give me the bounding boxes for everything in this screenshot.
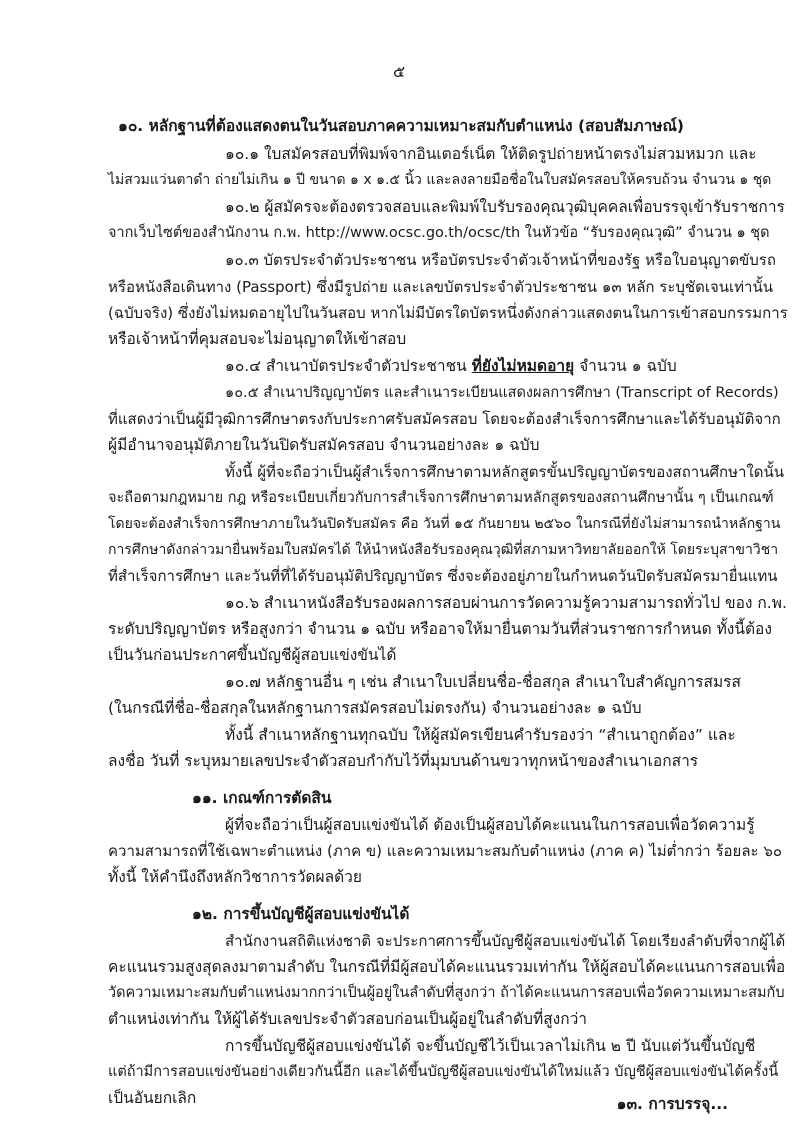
section-10-3-line-4: หรือเจ้าหน้าที่คุมสอบจะไม่อนุญาตให้เข้าสอบ: [108, 330, 407, 348]
section-10-4: [225, 356, 677, 376]
section-10-4-count: จำนวน ๑ ฉบับ: [574, 357, 677, 375]
section-10-2-line-1: ๑๐.๒ ผู้สมัครจะต้องตรวจสอบและพิมพ์ใบรับรองคุณวุฒิบุคคลเพื่อบรรจุเข้ารับราชการ: [225, 198, 785, 216]
section-10-1-line-1: ๑๐.๑ ใบสมัครสอบที่พิมพ์จากอินเตอร์เน็ต ให้ติดรูปถ่ายหน้าตรงไม่สวมหมวก และ: [225, 145, 757, 163]
section-12-para2-line-3: เป็นอันยกเลิก: [108, 1089, 197, 1107]
section-10-note-line-3: โดยจะต้องสำเร็จการศึกษาภายในวันปิดรับสมัคร คือ วันที่ ๑๕ กันยายน ๒๕๖๐ ในกรณีที่ยังไม่สามารถนำหลักฐาน: [108, 516, 781, 532]
section-10-3-line-3: (ฉบับจริง) ซึ่งยังไม่หมดอายุไปในวันสอบ หากไม่มีบัตรใดบัตรหนึ่งดังกล่าวแสดงตนในการเข้าสอบกรรมการ: [108, 304, 788, 322]
section-10-note-line-5: ที่สำเร็จการศึกษา และวันที่ที่ได้รับอนุมัติปริญญาบัตร ซึ่งจะต้องอยู่ภายในกำหนดวันปิดรับสมัครมายื่นแทน: [108, 567, 778, 585]
section-11-line-1: ผู้ที่จะถือว่าเป็นผู้สอบแข่งขันได้ ต้องเป็นผู้สอบได้คะแนนในการสอบเพื่อวัดความรู้: [225, 816, 755, 834]
next-section-marker: ๑๓. การบรรจุ...: [616, 1095, 728, 1113]
section-10-5-line-3: ผู้มีอำนาจอนุมัติภายในวันปิดรับสมัครสอบ จำนวนอย่างละ ๑ ฉบับ: [108, 436, 540, 454]
section-10-5-line-2: ที่แสดงว่าเป็นผู้มีวุฒิการศึกษาตรงกับประกาศรับสมัครสอบ โดยจะต้องสำเร็จการศึกษาและได้รับอนุมัติจาก: [108, 410, 781, 428]
section-11-heading: ๑๑. เกณฑ์การตัดสิน: [192, 789, 332, 807]
section-10-7-line-2: (ในกรณีที่ชื่อ-ชื่อสกุลในหลักฐานการสมัครสอบไม่ตรงกัน) จำนวนอย่างละ ๑ ฉบับ: [108, 699, 642, 717]
section-12-para2-line-1: การขึ้นบัญชีผู้สอบแข่งขันได้ จะขึ้นบัญชีไว้เป็นเวลาไม่เกิน ๒ ปี นับแต่วันขึ้นบัญชี: [225, 1037, 756, 1055]
section-10-copies-note-line-1: ทั้งนี้ สำเนาหลักฐานทุกฉบับ ให้ผู้สมัครเขียนคำรับรองว่า “สำเนาถูกต้อง” และ: [225, 726, 736, 744]
section-12-para2-line-2: แต่ถ้ามีการสอบแข่งขันอย่างเดียวกันนี้อีก และได้ขึ้นบัญชีผู้สอบแข่งขันได้ใหม่แล้ว บัญชีผู้สอบแข่งขันได้ครั้งนี้: [108, 1064, 779, 1080]
section-10-2-line-2: จากเว็บไซต์ของสำนักงาน ก.พ. http://www.ocsc.go.th/ocsc/th ในหัวข้อ “รับรองคุณวุฒิ” จำนวน ๑ ชุด: [108, 225, 770, 241]
section-10-6-line-3: เป็นวันก่อนประกาศขึ้นบัญชีผู้สอบแข่งขันได้: [108, 646, 397, 664]
section-11-line-3: ทั้งนี้ ให้คำนึงถึงหลักวิชาการวัดผลด้วย: [108, 868, 362, 886]
section-10-4-emphasis: ที่ยังไม่หมดอายุ: [471, 357, 575, 375]
section-10-6-line-1: ๑๐.๖ สำเนาหนังสือรับรองผลการสอบผ่านการวัดความรู้ความสามารถทั่วไป ของ ก.พ.: [225, 594, 787, 612]
section-10-7-line-1: ๑๐.๗ หลักฐานอื่น ๆ เช่น สำเนาใบเปลี่ยนชื่อ-ชื่อสกุล สำเนาใบสำคัญการสมรส: [225, 673, 741, 691]
section-10-6-line-2: ระดับปริญญาบัตร หรือสูงกว่า จำนวน ๑ ฉบับ หรืออาจให้มายื่นตามวันที่ส่วนราชการกำหนด ทั้งนี้ต้อง: [108, 620, 772, 638]
section-12-line-2: คะแนนรวมสูงสุดลงมาตามลำดับ ในกรณีที่มีผู้สอบได้คะแนนรวมเท่ากัน ให้ผู้สอบได้คะแนนการสอบเพื่อ: [108, 958, 786, 976]
section-10-4-text: ๑๐.๔ สำเนาบัตรประจำตัวประชาชน: [225, 357, 472, 375]
section-10-note-line-2: จะถือตามกฎหมาย กฎ หรือระเบียบเกี่ยวกับการสำเร็จการศึกษาตามหลักสูตรของสถานศึกษานั้น ๆ เป็นเกณฑ์: [108, 490, 774, 506]
section-12-line-3: วัดความเหมาะสมกับตำแหน่งมากกว่าเป็นผู้อยู่ในลำดับที่สูงกว่า ถ้าได้คะแนนการสอบเพื่อวัดความเหมาะสมกับ: [108, 985, 785, 1001]
section-12-heading: ๑๒. การขึ้นบัญชีผู้สอบแข่งขันได้: [192, 905, 410, 923]
section-12-line-1: สำนักงานสถิติแห่งชาติ จะประกาศการขึ้นบัญชีผู้สอบแข่งขันได้ โดยเรียงลำดับที่จากผู้ได้: [225, 932, 786, 950]
section-10-3-line-2: หรือหนังสือเดินทาง (Passport) ซึ่งมีรูปถ่าย และเลขบัตรประจำตัวประชาชน ๑๓ หลัก ระบุชัดเจนเท่านั้น: [108, 278, 773, 296]
page-number: ๕: [393, 62, 406, 81]
section-10-note-line-4: การศึกษาดังกล่าวมายื่นพร้อมใบสมัครได้ ให้นำหนังสือรับรองคุณวุฒิที่สภามหาวิทยาลัยออกให้ โดยระบุสาขาวิชา: [108, 542, 779, 558]
section-10-5-line-1: ๑๐.๕ สำเนาปริญญาบัตร และสำเนาระเบียนแสดงผลการศึกษา (Transcript of Records): [225, 385, 779, 401]
section-10-1-line-2: ไม่สวมแว่นตาดำ ถ่ายไม่เกิน ๑ ปี ขนาด ๑ x ๑.๕ นิ้ว และลงลายมือชื่อในใบสมัครสอบให้ครบถ้วน จำนวน ๑ ชุด: [108, 172, 772, 188]
section-12-line-4: ตำแหน่งเท่ากัน ให้ผู้ได้รับเลขประจำตัวสอบก่อนเป็นผู้อยู่ในลำดับที่สูงกว่า: [108, 1010, 588, 1028]
section-10-heading: ๑๐. หลักฐานที่ต้องแสดงตนในวันสอบภาคความเหมาะสมกับตำแหน่ง (สอบสัมภาษณ์): [118, 117, 684, 135]
section-10-note-line-1: ทั้งนี้ ผู้ที่จะถือว่าเป็นผู้สำเร็จการศึกษาตามหลักสูตรขั้นปริญญาบัตรของสถานศึกษาใดนั้น: [225, 463, 784, 481]
section-11-line-2: ความสามารถที่ใช้เฉพาะตำแหน่ง (ภาค ข) และความเหมาะสมกับตำแหน่ง (ภาค ค) ไม่ต่ำกว่า ร้อยละ ๖๐: [108, 842, 783, 860]
section-10-copies-note-line-2: ลงชื่อ วันที่ ระบุหมายเลขประจำตัวสอบกำกับไว้ที่มุมบนด้านขวาทุกหน้าของสำเนาเอกสาร: [108, 752, 699, 770]
section-10-3-line-1: ๑๐.๓ บัตรประจำตัวประชาชน หรือบัตรประจำตัวเจ้าหน้าที่ของรัฐ หรือใบอนุญาตขับรถ: [225, 251, 776, 269]
